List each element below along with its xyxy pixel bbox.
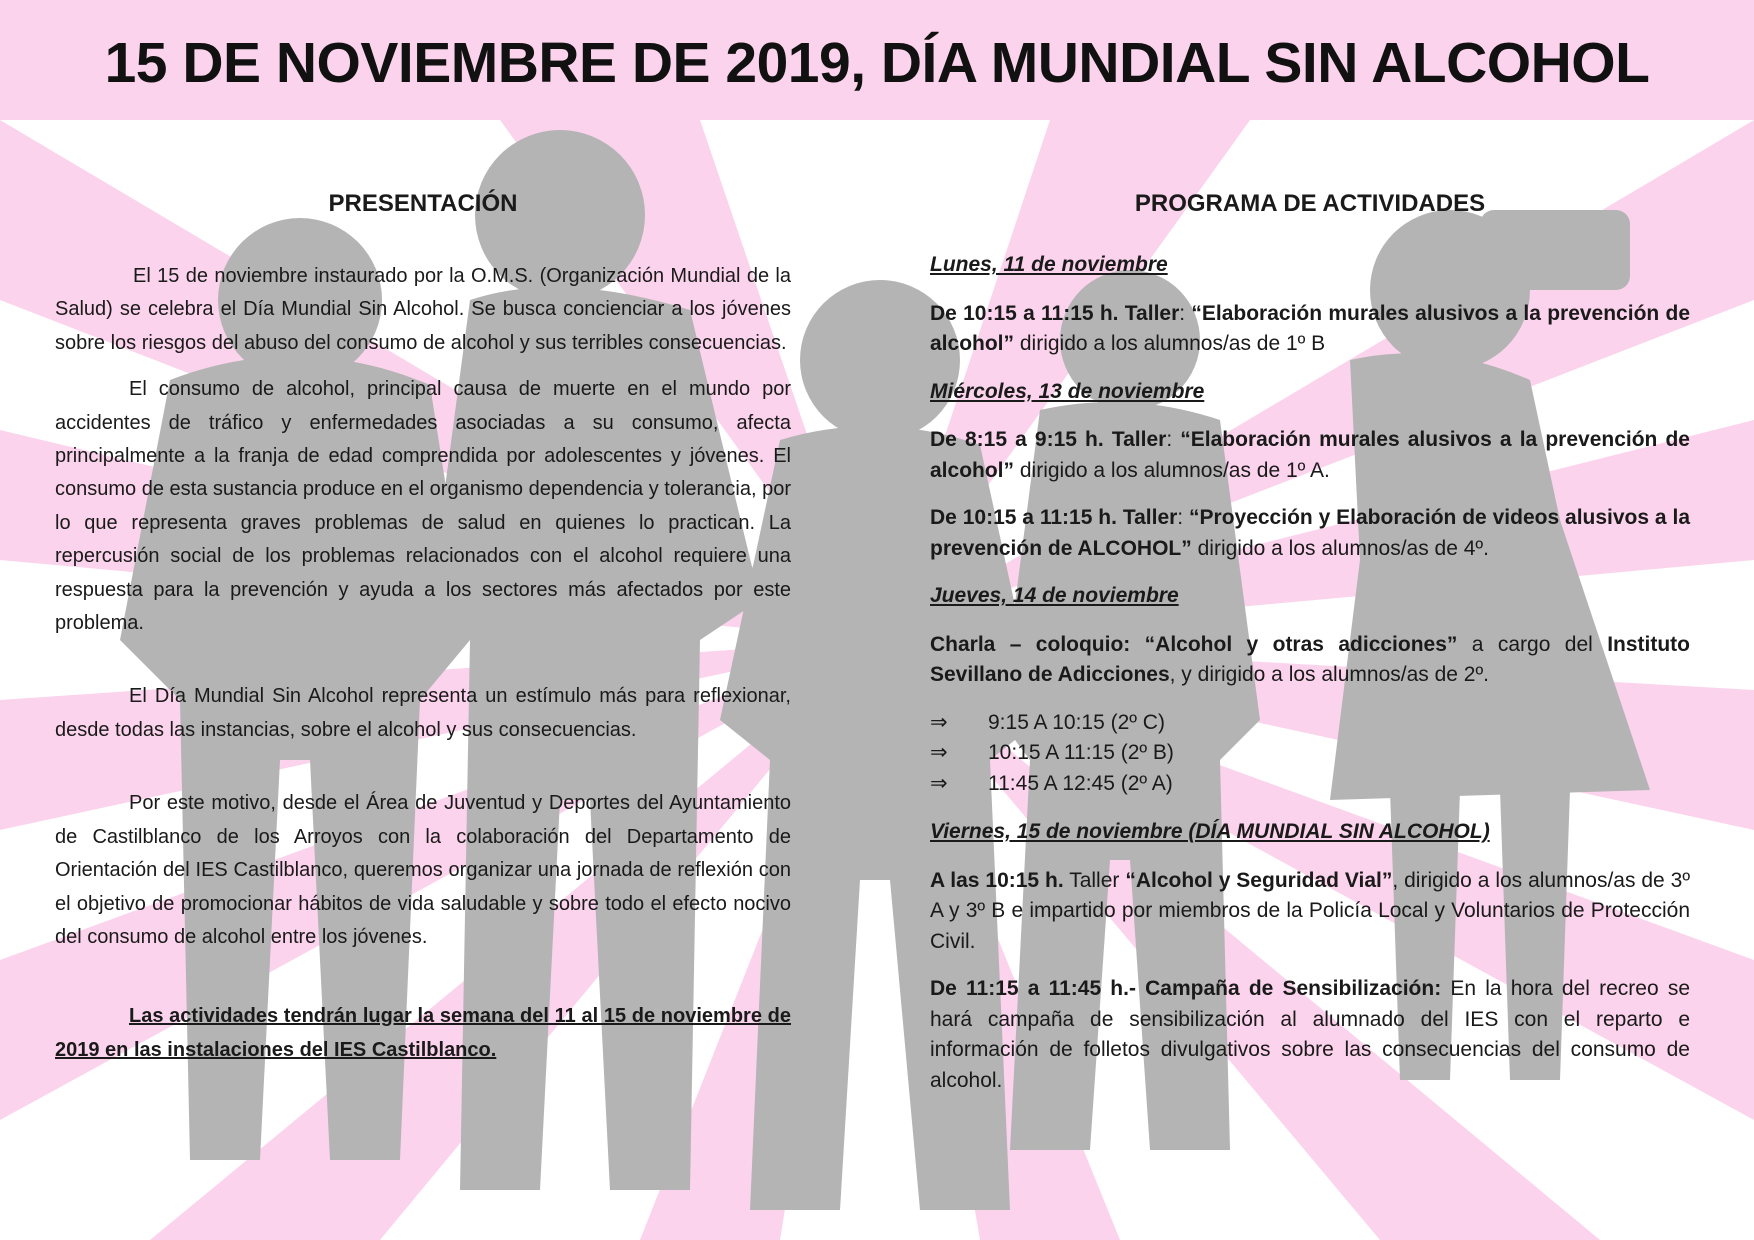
- arrow-icon: ⇒: [930, 710, 948, 734]
- activity-time: De 10:15 a 11:15 h. Taller: [930, 301, 1180, 325]
- programa-heading: PROGRAMA DE ACTIVIDADES: [1134, 190, 1486, 217]
- activity-title: Charla – coloquio: “Alcohol y otras adicciones”: [930, 632, 1458, 656]
- activity-time: A las 10:15 h.: [930, 868, 1064, 892]
- presentacion-heading: PRESENTACIÓN: [328, 190, 518, 217]
- presentacion-paragraph-3: El Día Mundial Sin Alcohol representa un estímulo más para reflexionar, desde todas las instancias, sobre el alcohol y sus consecuencias.: [55, 685, 791, 741]
- activity-title: “Proyección y Elaboración de videos alusivos a la prevención de ALCOHOL”: [930, 506, 1690, 560]
- session-item: [930, 769, 1690, 800]
- programa-section: [930, 250, 1690, 1113]
- activity-title: “Elaboración murales alusivos a la prevención de alcohol”: [930, 301, 1690, 355]
- presentacion-closing-note: Las actividades tendrán lugar la semana del 11 al 15 de noviembre de 2019 en las instalaciones del IES Castilblanco.: [55, 1005, 791, 1061]
- session-time: 11:45 A 12:45 (2º A): [988, 771, 1173, 795]
- activity-description: En la hora del recreo se hará campaña de sensibilización al alumnado del IES con el reparto e información de folletos divulgativos sobre las consecuencias del consumo de alcohol.: [930, 977, 1690, 1092]
- day-heading-miercoles: Miércoles, 13 de noviembre: [930, 379, 1205, 403]
- arrow-icon: ⇒: [930, 741, 948, 764]
- day-heading-lunes: Lunes, 11 de noviembre: [930, 253, 1168, 276]
- activity-viernes-2: [930, 974, 1690, 1096]
- activity-title: “Alcohol y Seguridad Vial”: [1125, 868, 1393, 892]
- separator: :: [1177, 506, 1190, 529]
- activity-audience: , y dirigido a los alumnos/as de 2º.: [1169, 663, 1489, 686]
- activity-audience: dirigido a los alumnos/as de 4º.: [1191, 536, 1489, 560]
- arrow-icon: ⇒: [930, 771, 948, 795]
- activity-time: De 10:15 a 11:15 h. Taller: [930, 506, 1178, 529]
- activity-lunes-1: [930, 299, 1690, 360]
- presentacion-section: [55, 260, 791, 1080]
- activity-miercoles-2: [930, 503, 1690, 564]
- activity-text: a cargo del: [1457, 632, 1608, 656]
- presentacion-paragraph-4: Por este motivo, desde el Área de Juventud y Deportes del Ayuntamiento de Castilblanco de los Arroyos con la colaboración del Departamento de Orientación del IES Castilblanco, queremos organizar una jornada de reflexión con el objetivo de promocionar hábitos de vida saludable y sobre todo el efecto nocivo del consumo de alcohol entre los jóvenes.: [55, 792, 791, 948]
- activity-viernes-1: [930, 866, 1690, 958]
- activity-audience: dirigido a los alumnos/as de 1º A.: [1014, 458, 1330, 482]
- session-time: 10:15 A 11:15 (2º B): [988, 741, 1174, 764]
- activity-text: Taller: [1063, 868, 1126, 892]
- activity-time: De 11:15 a 11:45 h.- Campaña de Sensibilización:: [930, 977, 1442, 1000]
- presentacion-paragraph-2: El consumo de alcohol, principal causa de muerte en el mundo por accidentes de tráfico y enfermedades asociadas a su consumo, afecta principalmente a la franja de edad comprendida por adolescentes y jóvenes. El consumo de esta sustancia produce en el organismo dependencia y tolerancia, por lo que representa graves problemas de salud en quienes lo practican. La repercusión social de los problemas relacionados con el alcohol requiere una respuesta para la prevención y ayuda a los sectores más afectados por este problema.: [55, 378, 792, 635]
- presentacion-paragraph-1: El 15 de noviembre instaurado por la O.M.S. (Organización Mundial de la Salud) se celebra el Día Mundial Sin Alcohol. Se busca concienciar a los jóvenes sobre los riesgos del abuso del consumo de alcohol y sus terribles consecuencias.: [55, 265, 791, 354]
- separator: :: [1179, 301, 1192, 325]
- activity-jueves-1: [930, 630, 1690, 691]
- activity-miercoles-1: [930, 425, 1690, 486]
- session-item: [930, 738, 1690, 769]
- session-list: [930, 708, 1690, 800]
- activity-audience: dirigido a los alumnos/as de 1º B: [1014, 332, 1326, 355]
- separator: :: [1166, 428, 1181, 451]
- organizer-name: Instituto Sevillano de Adicciones: [930, 632, 1690, 686]
- page-title: 15 DE NOVIEMBRE DE 2019, DÍA MUNDIAL SIN ALCOHOL: [104, 31, 1650, 95]
- activity-time: De 8:15 a 9:15 h. Taller: [930, 428, 1167, 451]
- activity-title: “Elaboración murales alusivos a la prevención de alcohol”: [930, 428, 1690, 482]
- activity-audience: , dirigido a los alumnos/as de 3º A y 3º B e impartido por miembros de la Policía Local y Voluntarios de Protección Civil.: [930, 868, 1690, 953]
- day-heading-viernes: Viernes, 15 de noviembre (DÍA MUNDIAL SIN ALCOHOL): [930, 820, 1490, 843]
- session-item: [930, 708, 1690, 739]
- day-heading-jueves: Jueves, 14 de noviembre: [930, 584, 1179, 607]
- session-time: 9:15 A 10:15 (2º C): [988, 710, 1165, 734]
